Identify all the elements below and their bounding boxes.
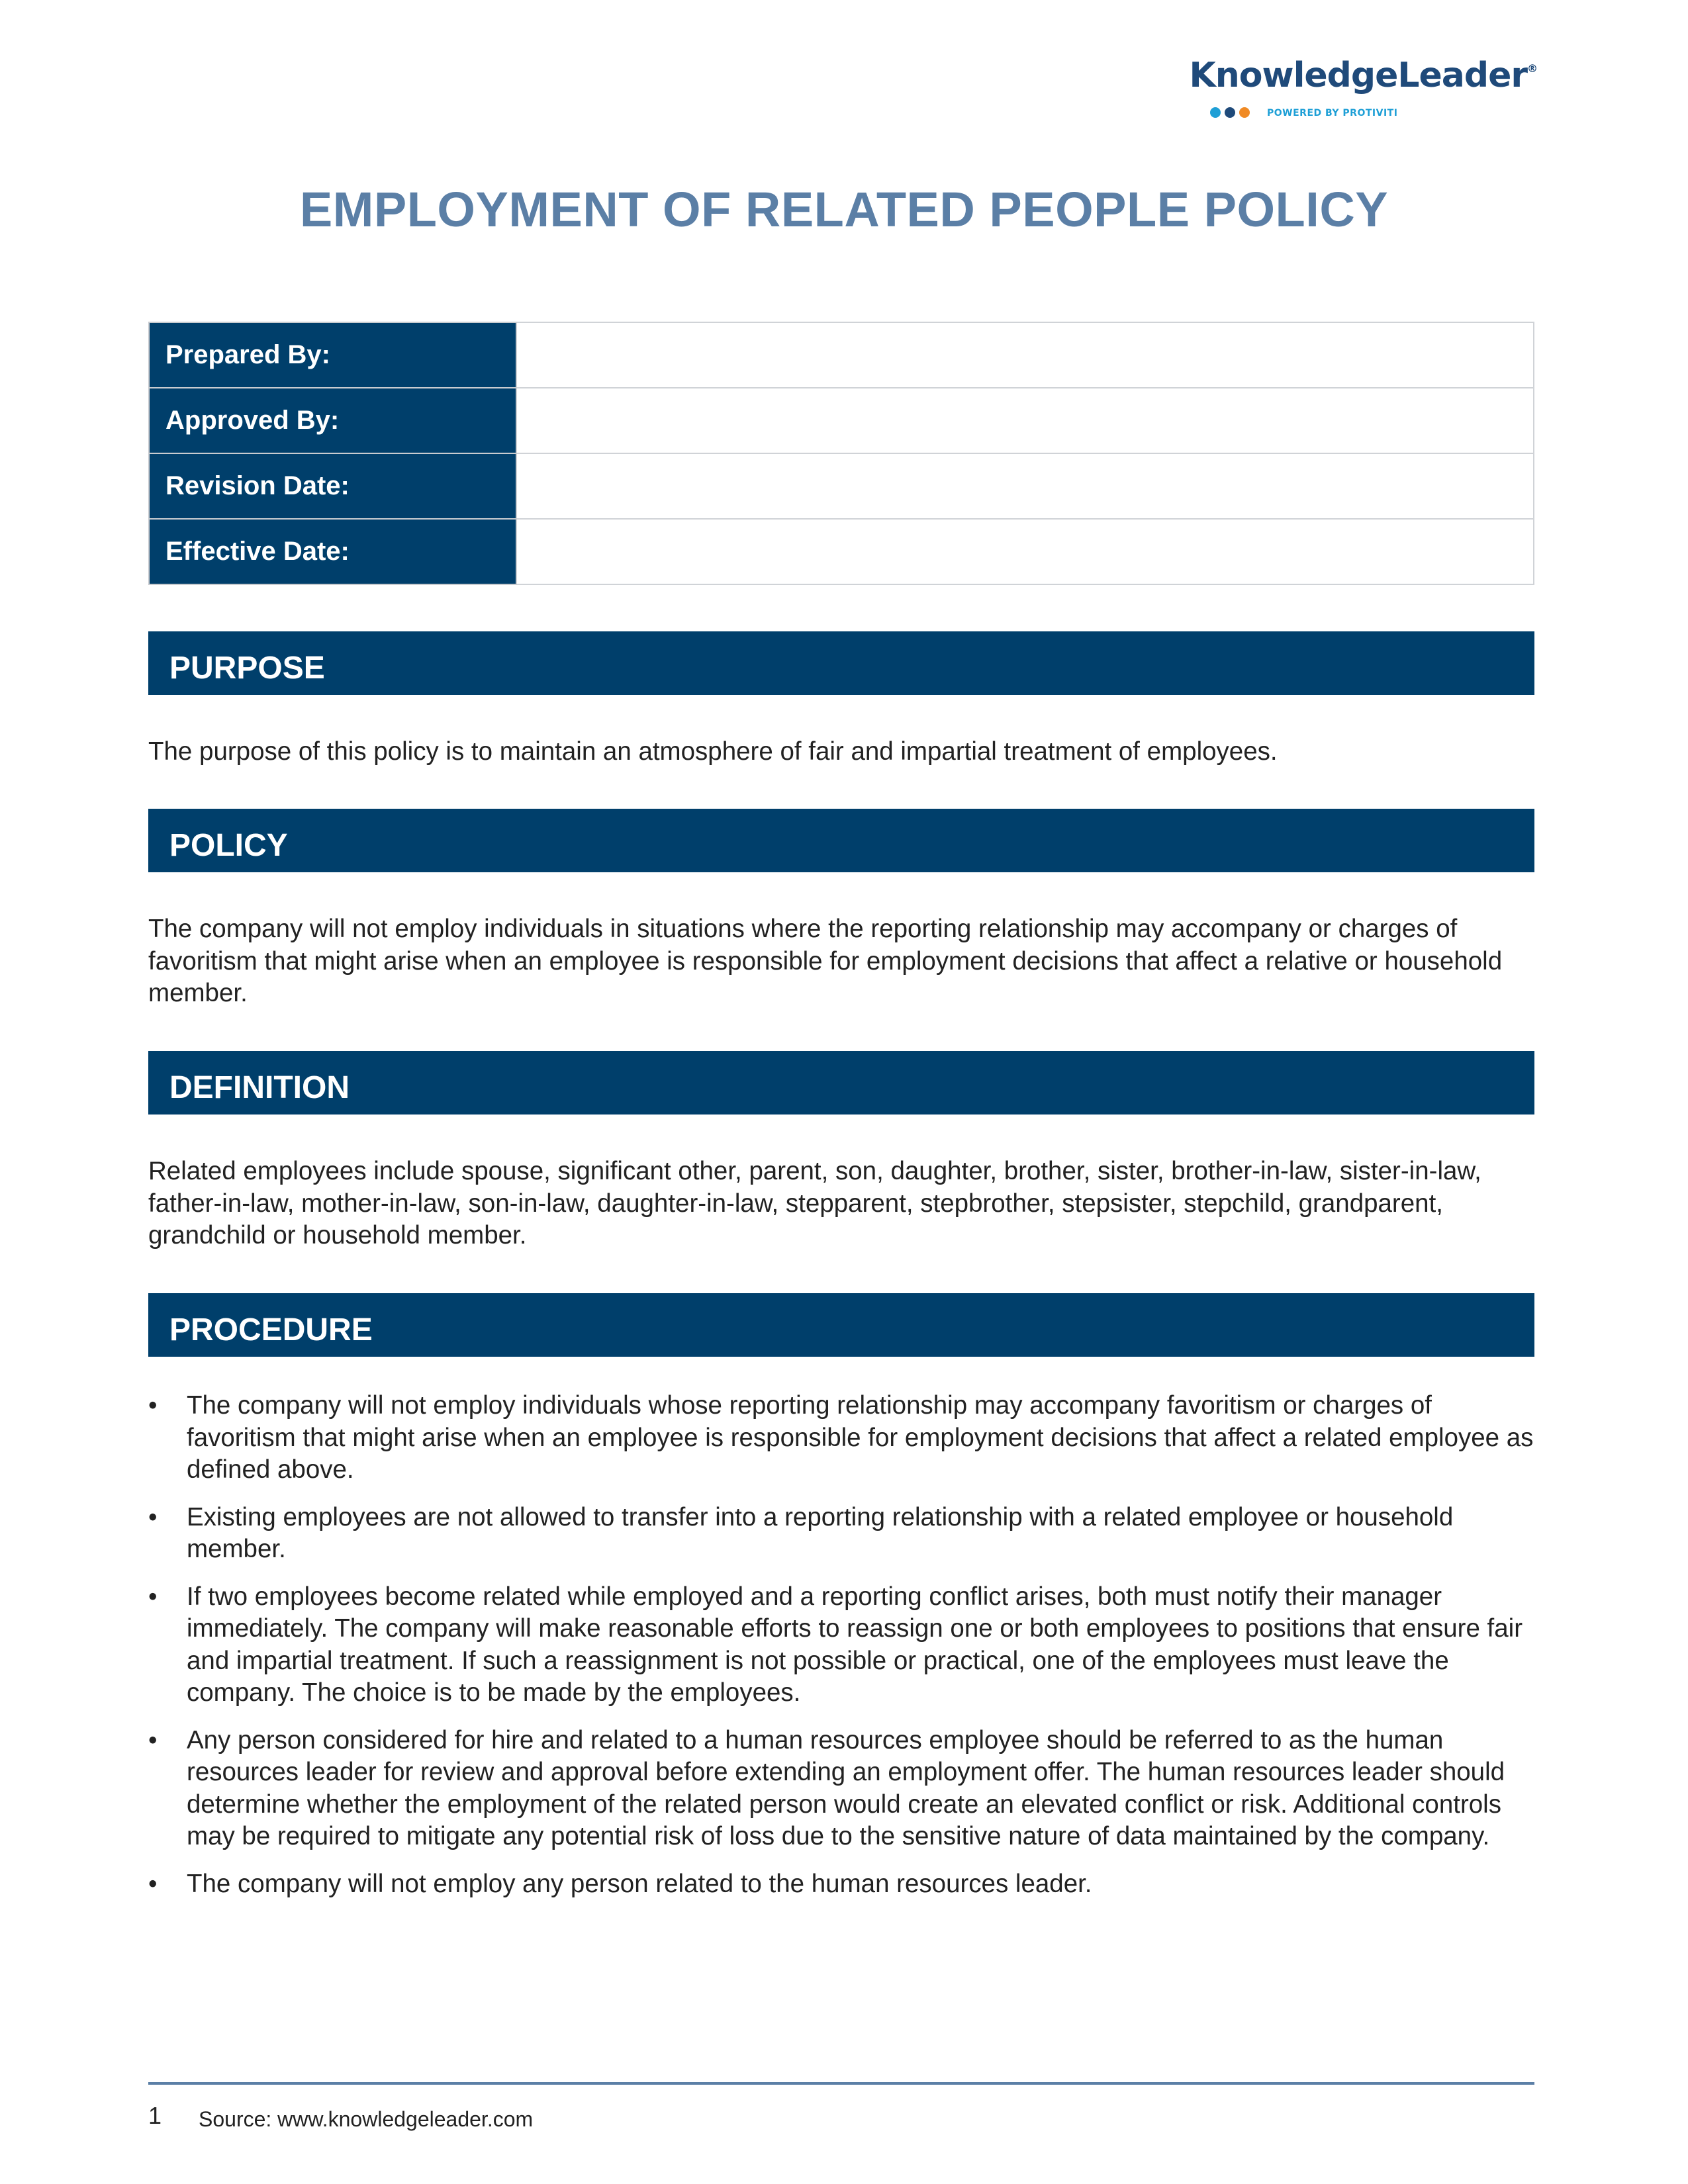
table-row: [149, 519, 1534, 584]
logo-dots-icon: [1210, 107, 1250, 118]
revision-date-value: [516, 453, 1534, 519]
registered-mark: ®: [1527, 62, 1537, 75]
list-item: [148, 1868, 1534, 1901]
list-item: [148, 1502, 1534, 1566]
purpose-heading: PURPOSE: [148, 631, 1534, 695]
definition-text: Related employees include spouse, significant other, parent, son, daughter, brother, sister, brother-in-law, sister-in-law, father-in-law, mother-in-law, son-in-law, daughter-in-law, stepparent, stepbrother, stepsister, stepchild, grandparent, grandchild or household member.: [148, 1157, 1481, 1250]
procedure-item-text: The company will not employ individuals whose reporting relationship may accompany favoritism or charges of favoritism that might arise when an employee is responsible for employment decisions that affect a related employee as defined above.: [187, 1391, 1534, 1484]
logo-wordmark: [1189, 56, 1537, 95]
list-item: [148, 1581, 1534, 1709]
logo-dot-1: [1210, 107, 1221, 118]
definition-heading: DEFINITION: [148, 1051, 1534, 1115]
bullet-icon: •: [148, 1869, 158, 1898]
bullet-icon: •: [148, 1502, 158, 1531]
logo-tagline: POWERED BY PROTIVITI: [1267, 108, 1398, 118]
logo-wordmark-text: KnowledgeLeader: [1189, 56, 1527, 95]
procedure-item-text: The company will not employ any person related to the human resources leader.: [187, 1869, 1092, 1898]
policy-text: The company will not employ individuals in situations where the reporting relationship may accompany or charges of favoritism that might arise when an employee is responsible for employment decisions that affect a relative or household member.: [148, 915, 1503, 1007]
prepared-by-value: [516, 322, 1534, 388]
purpose-text: The purpose of this policy is to maintain an atmosphere of fair and impartial treatment of employees.: [148, 737, 1278, 766]
table-row: [149, 388, 1534, 453]
approved-by-label: Approved By:: [149, 388, 516, 453]
policy-heading: POLICY: [148, 809, 1534, 872]
procedure-list: [148, 1390, 1534, 1915]
bullet-icon: •: [148, 1582, 158, 1611]
footer-source: Source: www.knowledgeleader.com: [199, 2107, 534, 2131]
procedure-heading: PROCEDURE: [148, 1293, 1534, 1357]
footer-divider: [148, 2082, 1534, 2085]
knowledgeleader-logo: [1189, 56, 1537, 128]
bullet-icon: •: [148, 1725, 158, 1754]
list-item: [148, 1725, 1534, 1853]
table-row: [149, 322, 1534, 388]
revision-date-label: Revision Date:: [149, 453, 516, 519]
procedure-item-text: Existing employees are not allowed to transfer into a reporting relationship with a related employee or household member.: [187, 1502, 1454, 1563]
list-item: [148, 1390, 1534, 1486]
document-title: EMPLOYMENT OF RELATED PEOPLE POLICY: [299, 182, 1389, 237]
procedure-item-text: Any person considered for hire and related to a human resources employee should be referred to as the human resources leader for review and approval before extending an employment offer. The human resources leader should determine whether the employment of the related person would create an elevated conflict or risk. Additional controls may be required to mitigate any potential risk of loss due to the sensitive nature of data maintained by the company.: [187, 1725, 1505, 1850]
table-row: [149, 453, 1534, 519]
effective-date-label: Effective Date:: [149, 519, 516, 584]
page-number: 1: [148, 2102, 162, 2129]
bullet-icon: •: [148, 1391, 158, 1420]
prepared-by-label: Prepared By:: [149, 322, 516, 388]
approval-info-table: [148, 322, 1534, 585]
logo-dot-2: [1225, 107, 1235, 118]
approved-by-value: [516, 388, 1534, 453]
effective-date-value: [516, 519, 1534, 584]
logo-dot-3: [1239, 107, 1250, 118]
procedure-item-text: If two employees become related while employed and a reporting conflict arises, both must notify their manager immediately. The company will make reasonable efforts to reassign one or both employees to positions that ensure fair and impartial treatment. If such a reassignment is not possible or practical, one of the employees must leave the company. The choice is to be made by the employees.: [187, 1582, 1523, 1707]
